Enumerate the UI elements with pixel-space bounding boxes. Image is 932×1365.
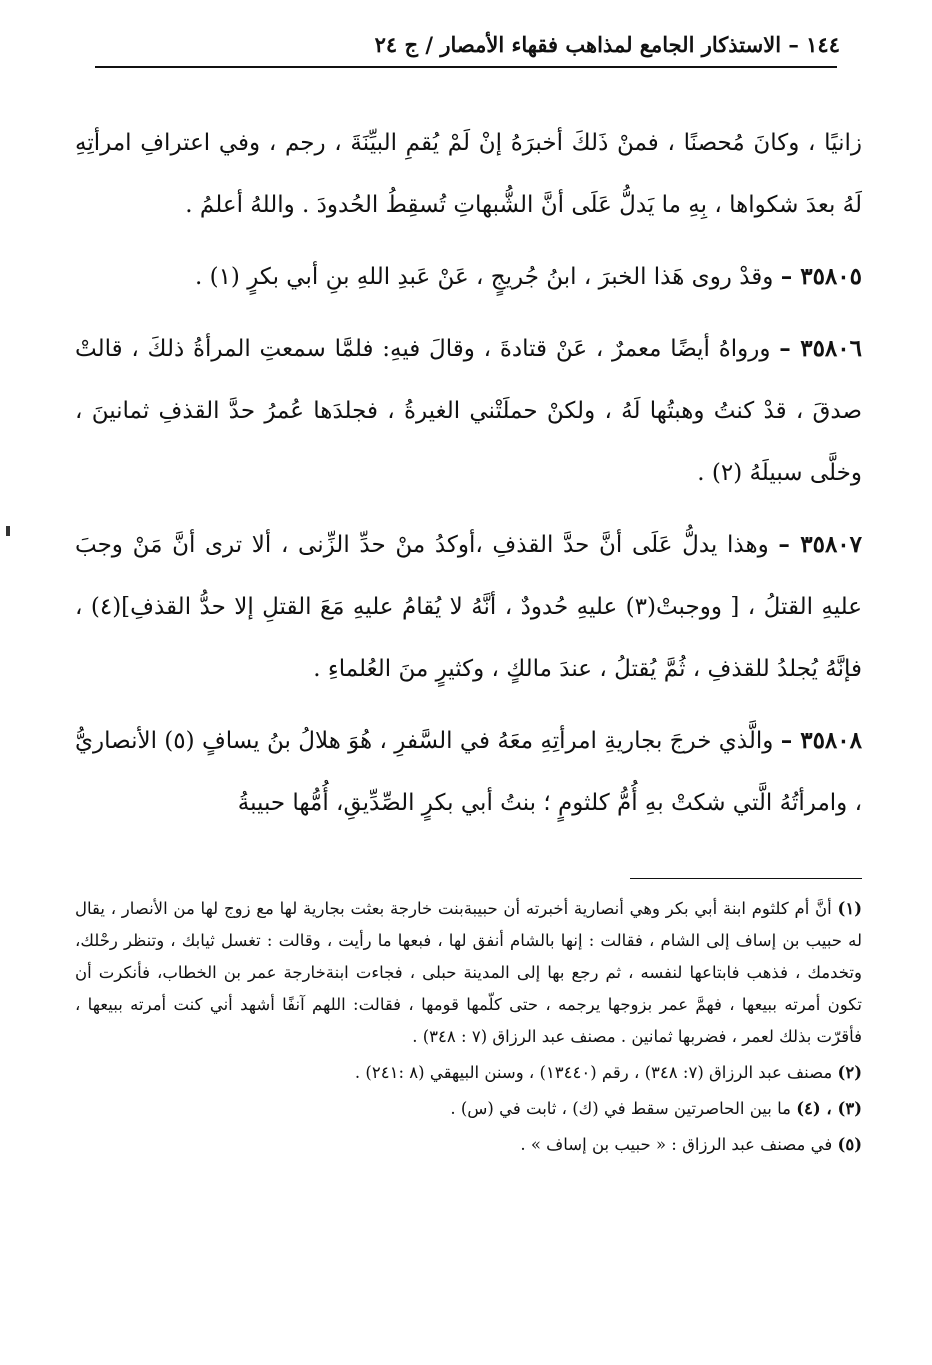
paragraph-35808 bbox=[75, 710, 862, 834]
paragraph-text: ورواهُ أيضًا معمرٌ ، عَنْ قتادةَ ، وقالَ فيهِ: فلمَّا سمعتِ المرأةُ ذلكَ ، قالتْ صدقَ ، قدْ كنتُ وهبتُها لَهُ ، ولكنْ حملَتْني الغيرةُ ، فجلدَها عُمرُ حدَّ القذفِ ثمانينَ ، وخلَّى سبيلَهُ (٢) . bbox=[75, 336, 862, 486]
footnotes bbox=[75, 893, 862, 1165]
footnote-3-4 bbox=[75, 1093, 862, 1125]
main-text bbox=[75, 112, 862, 844]
footnote-text: أنَّ أم كلثوم ابنة أبي بكر وهي أنصارية أخبرته أن حبيبةبنت خارجة بعثت بجارية لها مع زوج لها من الأنصار ، يقال له حبيب بن إساف إلى الشام ، فقالت : إنها بالشام أنفق لها ، فبعها ما رأيت ، وقالت : تغسل ثيابك ، وتنظر رحْلك، وتخدمك ، فذهب فابتاعها لنفسه ، ثم رجع بها إلى المدينة حبلى ، فجاءت ابنةخارجة عمر بن الخطاب، فأنكرت أن تكون أمرته ببيعها ، فهمَّ عمر بزوجها يرجمه ، حتى كلّمها قومها ، فقالت: اللهم آنفًا أشهد أني كنت أمرته ببيعها ، فأقرّت بذلك لعمر ، فضربها ثمانين . مصنف عبد الرزاق (٧ : ٣٤٨) . bbox=[75, 899, 862, 1046]
paragraph-35807 bbox=[75, 514, 862, 700]
footnote-number: (٥) bbox=[837, 1135, 862, 1154]
header-rule bbox=[95, 66, 837, 68]
paragraph-35805 bbox=[75, 246, 862, 308]
footnote-text: في مصنف عبد الرزاق : « حبيب بن إساف » . bbox=[520, 1135, 833, 1154]
footnote-5 bbox=[75, 1129, 862, 1161]
paragraph-continuation bbox=[75, 112, 862, 236]
footnote-text: ما بين الحاصرتين سقط في (ك) ، ثابت في (س) . bbox=[450, 1099, 791, 1118]
header-separator: – bbox=[781, 32, 799, 57]
page-number: ١٤٤ bbox=[806, 32, 840, 57]
footnote-number: (٣) ، (٤) bbox=[796, 1099, 862, 1118]
footnote-number: (٢) bbox=[837, 1063, 862, 1082]
book-title: الاستذكار الجامع لمذاهب فقهاء الأمصار / ج ٢٤ bbox=[374, 32, 782, 57]
paragraph-text: زانيًا ، وكانَ مُحصنًا ، فمنْ ذَلكَ أخبرَهُ إنْ لَمْ يُقمِ البيِّنَةَ ، رجم ، وفي اعترافِ امرأتِهِ لَهُ بعدَ شكواها ، بِهِ ما يَدلُّ عَلَى أنَّ الشُّبهاتِ تُسقِطُ الحُدودَ . واللهُ أعلمُ . bbox=[75, 130, 862, 218]
footnote-1 bbox=[75, 893, 862, 1053]
footnote-number: (١) bbox=[837, 899, 862, 918]
paragraph-number: ٣٥٨٠٧ – bbox=[778, 531, 863, 558]
paragraph-text: وهذا يدلُّ عَلَى أنَّ حدَّ القذفِ ،أوكدُ منْ حدِّ الزِّنى ، ألا ترى أنَّ مَنْ وجبَ عليهِ القتلُ ، [ ووجبتْ(٣) عليهِ حُدودٌ ، أنَّهُ لا يُقامُ عليهِ مَعَ القتلِ إلا حدُّ القذفِ](٤) ، فإنَّهُ يُجلدُ للقذفِ ، ثُمَّ يُقتلُ ، عندَ مالكٍ ، وكثيرٍ منَ العُلماءِ . bbox=[75, 532, 863, 682]
running-header bbox=[120, 30, 840, 60]
footnote-rule bbox=[630, 878, 862, 879]
footnote-text: مصنف عبد الرزاق (٧: ٣٤٨) ، رقم (١٣٤٤٠) ، وسنن البيهقي (٨ :٢٤١) . bbox=[354, 1063, 833, 1082]
paragraph-text: وقدْ روى هَذا الخبرَ ، ابنُ جُريجٍ ، عَنْ عَبدِ اللهِ بنِ أبي بكرٍ (١) . bbox=[194, 264, 774, 290]
paragraph-number: ٣٥٨٠٥ – bbox=[780, 263, 862, 290]
paragraph-number: ٣٥٨٠٦ – bbox=[779, 335, 862, 362]
paragraph-text: والَّذي خرجَ بجاريةِ امرأتِهِ معَهُ في السَّفرِ ، هُوَ هلالُ بنُ يسافٍ (٥) الأنصاريُّ ، وامرأتُهُ الَّتي شكتْ بهِ أُمُّ كلثومٍ ؛ بنتُ أبي بكرٍ الصِّدِّيقِ، أُمُّها حبيبةُ bbox=[75, 728, 862, 816]
footnote-2 bbox=[75, 1057, 862, 1089]
paragraph-number: ٣٥٨٠٨ – bbox=[780, 727, 862, 754]
paragraph-35806 bbox=[75, 318, 862, 504]
scan-mark bbox=[6, 526, 10, 536]
